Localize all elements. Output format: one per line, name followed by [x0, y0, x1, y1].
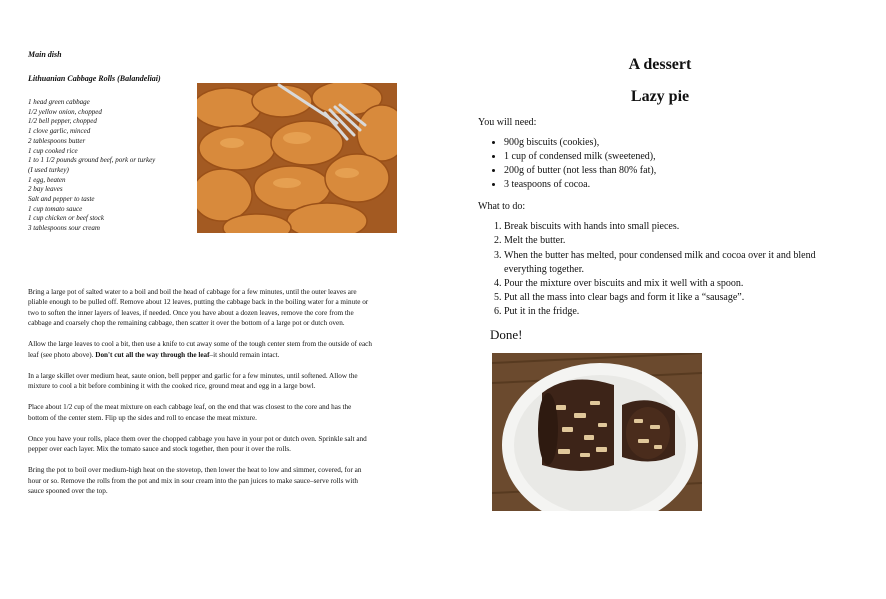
ingredient-item: 1 egg, beaten	[28, 175, 66, 184]
step-item: 1. Break biscuits with hands into small pieces.	[504, 220, 838, 234]
recipe-title: Lithuanian Cabbage Rolls (Balandeliai)	[28, 74, 161, 83]
ingredient-item: • 1 cup of condensed milk (sweetened),	[504, 150, 838, 164]
lazy-pie-photo	[492, 353, 702, 511]
done-text: Done!	[490, 327, 523, 343]
ingredient-item: 3 tablespoons sour cream	[28, 224, 100, 233]
step-item: 2. Melt the butter.	[504, 234, 838, 248]
lazy-pie-recipe	[478, 54, 838, 511]
ingredient-item: 1 cup cooked rice	[28, 146, 78, 155]
ingredient-item: 1 to 1 1/2 pounds ground beef, pork or turkey	[28, 156, 156, 165]
ingredient-item: (I used turkey)	[28, 165, 69, 174]
instruction-text: –it should remain intact.	[209, 350, 280, 359]
recipe-category: Main dish	[28, 50, 62, 59]
ingredient-item: 2 tablespoons butter	[28, 136, 86, 145]
section-heading: A dessert	[628, 56, 692, 73]
ingredient-item: Salt and pepper to taste	[28, 195, 95, 204]
step-item: 4. Pour the mixture over biscuits and mix it well with a spoon.	[504, 277, 838, 291]
ingredient-item: • 900g biscuits (cookies),	[504, 136, 838, 150]
step-item: 3. When the butter has melted, pour condensed milk and cocoa over it and blend everything together.	[504, 249, 838, 277]
instruction-paragraph: Bring the pot to boil over medium-high heat on the stovetop, then lower the heat to low and simmer, covered, for an hour or so. Remove the rolls from the pot and mix in sour cream into the pan juices to make sauce–serve rolls with sauce spooned over the top.	[28, 466, 362, 496]
steps-list	[478, 220, 838, 319]
instruction-text: Allow the large leaves to cool a bit, then use a knife to cut away some of the tough center stem from the outside of each leaf (see photo above).	[28, 340, 372, 359]
instruction-emphasis: Don't cut all the way through the leaf	[95, 350, 210, 359]
ingredient-item: 1 head green cabbage	[28, 98, 90, 106]
ingredient-item: 1 clove garlic, minced	[28, 127, 91, 136]
ingredient-item: 1 cup chicken or beef stock	[28, 214, 104, 223]
ingredient-item: 1/2 bell pepper, chopped	[28, 117, 97, 126]
ingredient-item: 1 cup tomato sauce	[28, 204, 83, 213]
ingredients-label: You will need:	[478, 117, 537, 128]
cabbage-rolls-recipe	[28, 50, 373, 507]
recipe-instructions	[28, 287, 373, 497]
instruction-paragraph	[28, 339, 373, 360]
ingredient-item: • 200g of butter (not less than 80% fat),	[504, 164, 838, 178]
ingredient-item: 2 bay leaves	[28, 185, 63, 194]
step-item: 5. Put all the mass into clear bags and form it like a “sausage”.	[504, 291, 838, 305]
ingredient-list	[478, 136, 838, 192]
instruction-paragraph: Once you have your rolls, place them over the chopped cabbage you have in your pot or dutch oven. Sprinkle salt and pepper over each layer. Mix the tomato sauce and stock together, then pour it over the rolls.	[28, 434, 367, 454]
ingredient-list	[28, 98, 193, 234]
ingredient-item: • 3 teaspoons of cocoa.	[504, 178, 838, 192]
instruction-paragraph: In a large skillet over medium heat, saute onion, bell pepper and garlic for a few minutes, until softened. Allow the mixture to cool a bit before combining it with the cooked rice, ground meat and egg in a large bowl.	[28, 371, 358, 391]
instruction-paragraph: Bring a large pot of salted water to a boil and boil the head of cabbage for a few minutes, until the outer leaves are pliable enough to be pulled off. Remove about 12 leaves, putting the cabbage back in the boiling water for a minute or two to soften the inner layers of leaves, if needed. Once you have about a dozen leaves, remove the core from the cabbage and coarsely chop the remaining cabbage, then scatter it over the bottom of a large pot or dutch oven.	[28, 287, 369, 328]
cabbage-rolls-photo	[197, 83, 397, 233]
step-item: 6. Put it in the fridge.	[504, 305, 838, 319]
recipe-title: Lazy pie	[630, 88, 690, 105]
instruction-paragraph: Place about 1/2 cup of the meat mixture on each cabbage leaf, on the end that was closest to the core and has the bottom of the center stem. Flip up the sides and roll to encase the meat mixture.	[28, 403, 352, 422]
ingredient-item: 1/2 yellow onion, chopped	[28, 107, 102, 116]
steps-label: What to do:	[478, 201, 526, 213]
